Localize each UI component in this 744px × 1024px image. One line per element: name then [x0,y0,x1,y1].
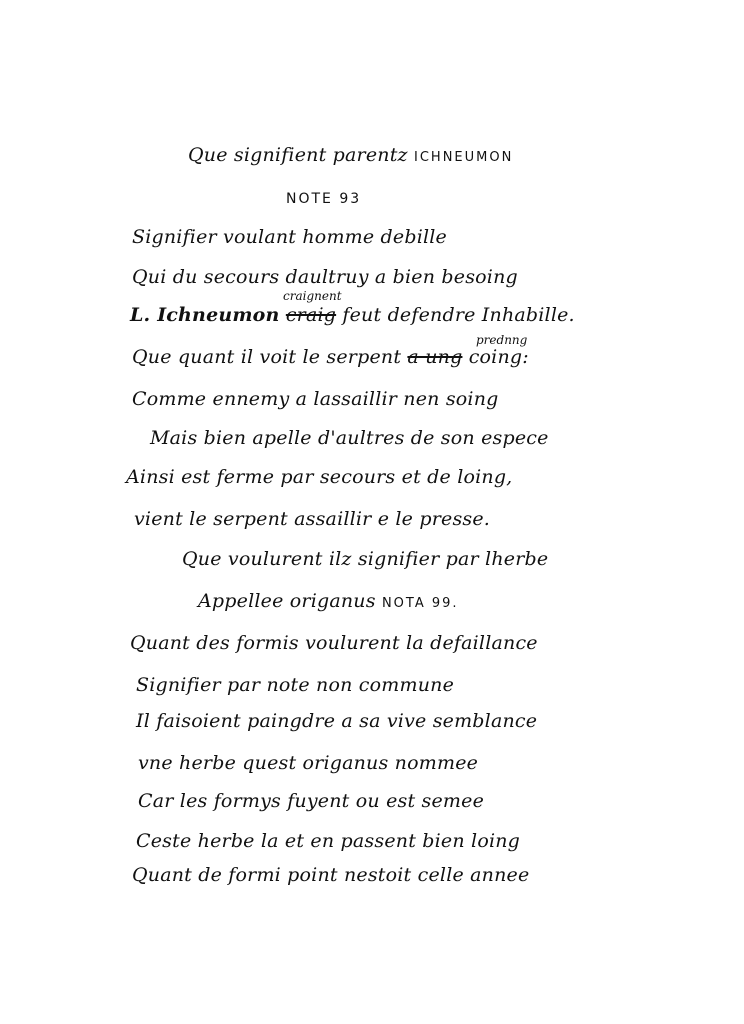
stanza1-line-7: Ainsi est ferme par secours et de loing, [126,466,513,488]
stanza1-line-8: vient le serpent assaillir e le presse. [134,508,491,530]
interlinear-insert-1: craignent [283,289,342,303]
heading2-line-1: Que voulurent ilz signifier par lherbe [182,548,549,570]
stanza1-line-2: Qui du secours daultruy a bien besoing [132,266,518,288]
note-label-2: NOTA 99. [381,596,459,611]
stanza2-line-5: Car les formys fuyent ou est semee [138,790,485,812]
stanza2-line-6: Ceste herbe la et en passent bien loing [136,830,521,852]
stanza1-line-1: Signifier voulant homme debille [132,226,448,248]
heading2-line-2 [198,592,459,611]
stanza1-line-3 [130,306,575,325]
heading2-text: Appellee origanus [198,590,376,612]
struck-word-2: a ung [407,346,463,368]
stanza1-line-3-end: feut defendre Inhabille. [342,304,575,326]
heading-text: Que signifient parentz [188,144,408,166]
interlinear-insert-2: prednng [476,333,528,347]
stanza1-line-4-start: Que quant il voit le serpent [132,346,402,368]
stanza2-line-4: vne herbe quest origanus nommee [138,752,479,774]
stanza2-line-2: Signifier par note non commune [136,674,455,696]
heading-line [188,146,513,165]
stanza1-line-3-start: L. Ichneumon [130,304,280,326]
stanza2-line-7: Quant de formi point nestoit celle annee [132,864,530,886]
stanza2-line-3: Il faisoient paingdre a sa vive semblance [136,710,538,732]
struck-word-1: craig [285,304,337,326]
stanza2-line-1: Quant des formis voulurent la defaillance [130,632,538,654]
heading-caps: ICHNEUMON [414,150,514,165]
stanza1-line-4-end: coing: [468,346,529,368]
stanza1-line-6: Mais bien apelle d'aultres de son espece [150,427,549,449]
stanza1-line-5: Comme ennemy a lassaillir nen soing [132,388,499,410]
stanza1-line-4 [132,348,529,367]
note-label: NOTE 93 [286,191,362,207]
